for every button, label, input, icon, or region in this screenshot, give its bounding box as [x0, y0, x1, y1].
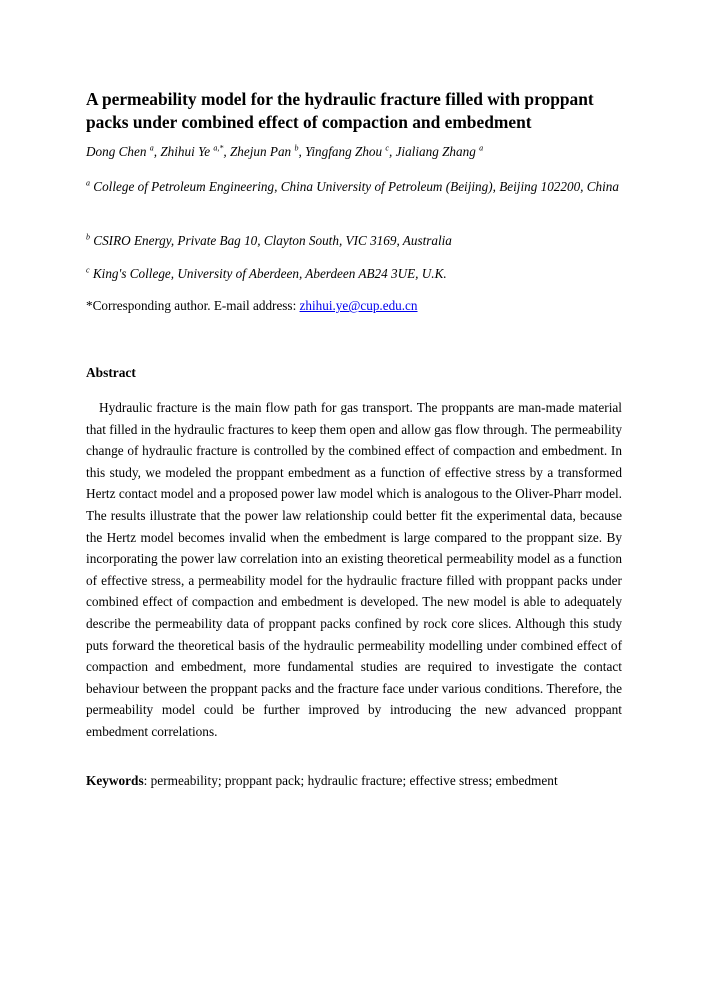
keywords-label: Keywords	[86, 773, 144, 788]
author-list	[86, 143, 622, 161]
author-name: Zhejun Pan	[229, 144, 292, 159]
author	[86, 144, 160, 159]
author-name: Dong Chen	[86, 144, 147, 159]
author-affiliation-mark: a	[149, 143, 154, 153]
author-name: Yingfang Zhou	[305, 144, 383, 159]
affiliation	[86, 176, 622, 197]
affiliation-mark: a	[86, 178, 90, 188]
abstract-text: Hydraulic fracture is the main flow path for gas transport. The proppants are man-made material that filled in the hydraulic fractures to keep them open and allow gas flow through. The permeability change of hydraulic fracture is controlled by the combined effect of compaction and embedment. In this study, we modeled the proppant embedment as a function of effective stress by a transformed Hertz contact model and a proposed power law model which is analogous to the Oliver-Pharr model. The results illustrate that the power law relationship could better fit the experimental data, because the Hertz model becomes invalid when the embedment is large compared to the proppant size. By incorporating the power law correlation into an existing theoretical permeability model as a function of effective stress, a permeability model for the hydraulic fracture filled with proppant packs under combined effect of compaction and embedment is developed. The new model is able to adequately describe the permeability data of proppant packs confined by rock core slices. Although this study puts forward the theoretical basis of the hydraulic permeability modelling under combined effect of compaction and embedment, more fundamental studies are required to investigate the contact behaviour between the proppant packs and the fracture face under various conditions. Therefore, the permeability model could be further improved by introducing the new advanced proppant embedment correlations.	[86, 400, 622, 739]
abstract-heading: Abstract	[86, 365, 136, 380]
email-link[interactable]: zhihui.ye@cup.edu.cn	[299, 298, 418, 313]
affiliation-text: King's College, University of Aberdeen, Aberdeen AB24 3UE, U.K.	[92, 266, 447, 281]
author-name: Zhihui Ye	[160, 144, 211, 159]
affiliation-text: CSIRO Energy, Private Bag 10, Clayton South, VIC 3169, Australia	[93, 233, 452, 248]
author-separator: ,	[223, 144, 230, 159]
author-affiliation-mark: a,*	[213, 143, 224, 153]
affiliation-mark: c	[86, 265, 90, 275]
keywords	[86, 772, 622, 790]
keywords-text: : permeability; proppant pack; hydraulic fracture; effective stress; embedment	[143, 773, 558, 788]
affiliation-text: College of Petroleum Engineering, China University of Petroleum (Beijing), Beijing 102200, China	[93, 179, 619, 194]
author	[396, 144, 484, 159]
author-name: Jialiang Zhang	[395, 144, 476, 159]
author-affiliation-mark: b	[294, 143, 299, 153]
author	[160, 144, 230, 159]
author-affiliation-mark: c	[385, 143, 389, 153]
author	[305, 144, 396, 159]
author	[230, 144, 305, 159]
affiliation	[86, 263, 622, 284]
affiliation	[86, 230, 622, 251]
corresponding-author	[86, 297, 622, 315]
author-affiliation-mark: a	[479, 143, 484, 153]
corresponding-label: *Corresponding author. E-mail address:	[86, 298, 300, 313]
author-separator: ,	[388, 144, 396, 159]
author-separator: ,	[153, 144, 161, 159]
affiliation-mark: b	[86, 232, 90, 242]
paper-title: A permeability model for the hydraulic fracture filled with proppant packs under combined effect of compaction and embedment	[86, 89, 594, 132]
author-separator: ,	[298, 144, 306, 159]
